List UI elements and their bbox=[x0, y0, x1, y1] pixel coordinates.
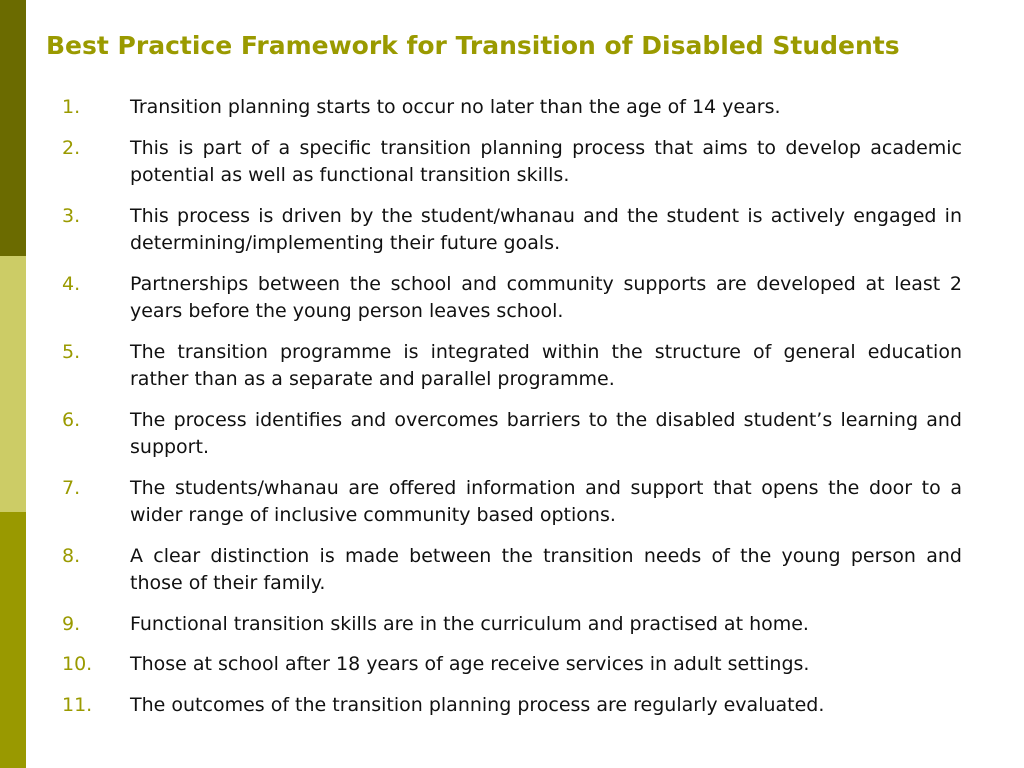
item-number: 6. bbox=[62, 408, 81, 431]
item-number: 3. bbox=[62, 204, 81, 227]
framework-list bbox=[62, 94, 962, 732]
decorative-sidebar bbox=[0, 0, 26, 768]
item-number: 1. bbox=[62, 96, 81, 118]
list-item bbox=[62, 543, 962, 598]
list-item bbox=[62, 94, 962, 122]
item-text: The students/whanau are offered information and support that opens the door to a wider range of inclusive community based options. bbox=[130, 476, 962, 526]
item-number: 10. bbox=[62, 653, 93, 675]
item-text: The transition programme is integrated within the structure of general education rather than as a separate and parallel programme. bbox=[130, 340, 962, 390]
item-text: The process identifies and overcomes barriers to the disabled student’s learning and support. bbox=[130, 408, 962, 458]
list-item bbox=[62, 339, 962, 394]
item-number: 7. bbox=[62, 476, 81, 499]
list-item bbox=[62, 651, 962, 679]
sidebar-segment-middle bbox=[0, 256, 26, 512]
item-text: Functional transition skills are in the curriculum and practised at home. bbox=[130, 612, 809, 635]
item-number: 11. bbox=[62, 693, 93, 716]
sidebar-segment-top bbox=[0, 0, 26, 256]
item-text: This process is driven by the student/whanau and the student is actively engaged in determining/implementing their future goals. bbox=[130, 204, 962, 254]
item-number: 8. bbox=[62, 544, 81, 567]
item-number: 4. bbox=[62, 272, 81, 295]
slide-title: Best Practice Framework for Transition of Disabled Students bbox=[46, 31, 900, 60]
item-text: The outcomes of the transition planning process are regularly evaluated. bbox=[130, 693, 825, 716]
list-item bbox=[62, 135, 962, 190]
sidebar-segment-bottom bbox=[0, 512, 26, 768]
item-text: Transition planning starts to occur no later than the age of 14 years. bbox=[130, 96, 781, 118]
item-text: This is part of a specific transition planning process that aims to develop academic potential as well as functional transition skills. bbox=[130, 136, 962, 186]
list-item bbox=[62, 475, 962, 530]
item-text: A clear distinction is made between the transition needs of the young person and those of their family. bbox=[130, 544, 962, 594]
item-number: 2. bbox=[62, 136, 81, 159]
list-item bbox=[62, 203, 962, 258]
list-item bbox=[62, 271, 962, 326]
item-number: 9. bbox=[62, 612, 81, 635]
list-item bbox=[62, 611, 962, 639]
item-number: 5. bbox=[62, 340, 81, 363]
item-text: Partnerships between the school and community supports are developed at least 2 years before the young person leaves school. bbox=[130, 272, 962, 322]
list-item bbox=[62, 692, 962, 720]
item-text: Those at school after 18 years of age receive services in adult settings. bbox=[130, 653, 810, 675]
list-item bbox=[62, 407, 962, 462]
